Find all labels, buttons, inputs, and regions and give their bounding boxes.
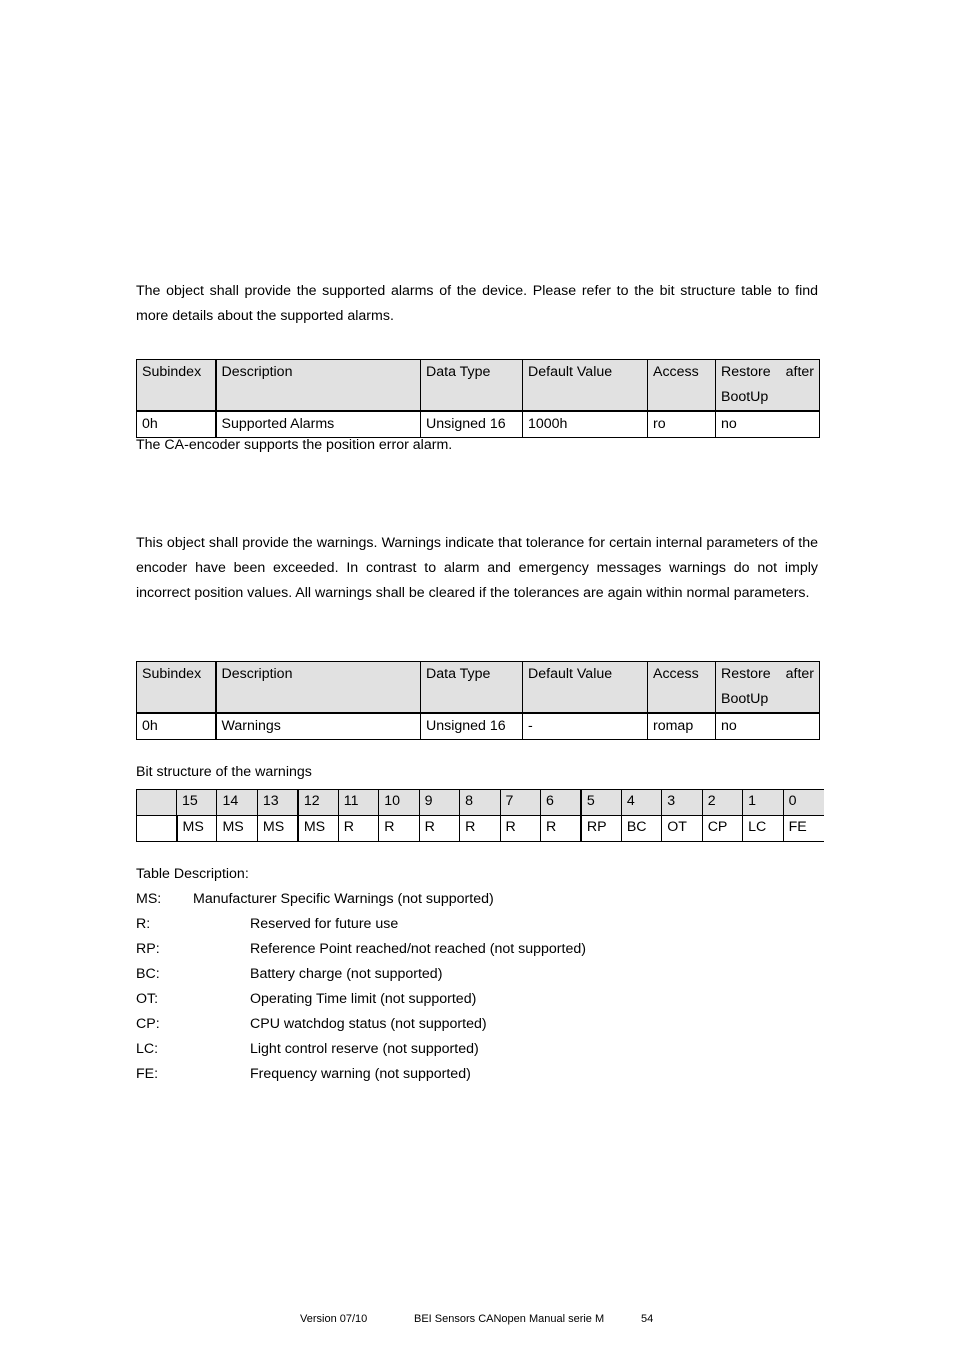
bit-number: 2 <box>702 790 742 816</box>
bit-code: FE <box>783 816 823 842</box>
legend-text: Reference Point reached/not reached (not supported) <box>250 941 586 957</box>
legend-code: MS: <box>136 891 162 907</box>
legend-text: Frequency warning (not supported) <box>250 1066 471 1082</box>
bit-number: 15 <box>177 790 217 816</box>
table-description-title: Table Description: <box>136 866 249 882</box>
cell-subindex: 0h <box>137 713 216 740</box>
bit-code: BC <box>621 816 661 842</box>
bit-code: MS <box>298 816 338 842</box>
supported-alarms-note: The CA-encoder supports the position error alarm. <box>136 437 453 453</box>
bit-number: 5 <box>581 790 621 816</box>
supported-alarms-table <box>136 359 820 438</box>
header-description: Description <box>216 360 421 412</box>
cell-data-type: Unsigned 16 <box>421 411 523 438</box>
bit-code: R <box>338 816 378 842</box>
bit-number: 10 <box>379 790 419 816</box>
legend-code: R: <box>136 916 151 932</box>
bit-number: 12 <box>298 790 338 816</box>
list-item <box>136 1062 471 1087</box>
bit-code: MS <box>177 816 217 842</box>
table-header-row <box>137 360 820 412</box>
cell-subindex: 0h <box>137 411 216 438</box>
bit-code: R <box>540 816 580 842</box>
bit-code: MS <box>217 816 257 842</box>
header-default-value: Default Value <box>523 662 648 714</box>
footer-manual-title: BEI Sensors CANopen Manual serie M <box>414 1313 605 1325</box>
bit-number: 13 <box>257 790 297 816</box>
warnings-table <box>136 661 820 740</box>
bit-code: RP <box>581 816 621 842</box>
footer-version: Version 07/10 <box>300 1313 368 1325</box>
list-item <box>136 987 477 1012</box>
legend-code: LC: <box>136 1041 159 1057</box>
legend-text: Manufacturer Specific Warnings (not supported) <box>193 891 494 907</box>
restore-header-line1: Restore after <box>721 666 814 682</box>
header-subindex: Subindex <box>137 360 216 412</box>
restore-header-line1: Restore after <box>721 364 814 380</box>
warnings-description: This object shall provide the warnings. Warnings indicate that tolerance for certain internal parameters of the encoder have been exceeded. In contrast to alarm and emergency messages warnings do not imply incorrect position values. All warnings shall be cleared if the tolerances are again within normal parameters. <box>136 535 818 601</box>
bit-structure-table <box>136 789 824 842</box>
header-default-value: Default Value <box>523 360 648 412</box>
header-access: Access <box>648 662 716 714</box>
bit-number: 0 <box>783 790 823 816</box>
table-row <box>137 713 820 740</box>
legend-code: RP: <box>136 941 160 957</box>
header-data-type: Data Type <box>421 360 523 412</box>
supported-alarms-description: The object shall provide the supported alarms of the device. Please refer to the bit structure table to find more details about the supported alarms. <box>136 283 818 324</box>
header-restore <box>716 662 820 714</box>
bit-code: OT <box>662 816 702 842</box>
bit-code: R <box>379 816 419 842</box>
bit-number: 4 <box>621 790 661 816</box>
table-row <box>137 411 820 438</box>
bit-number: 7 <box>500 790 540 816</box>
legend-code: OT: <box>136 991 159 1007</box>
legend-text: Reserved for future use <box>250 916 399 932</box>
bit-code: CP <box>702 816 742 842</box>
cell-access: romap <box>648 713 716 740</box>
legend-text: CPU watchdog status (not supported) <box>250 1016 487 1032</box>
bit-code: R <box>460 816 500 842</box>
bit-number: 9 <box>419 790 459 816</box>
bit-code: MS <box>257 816 297 842</box>
header-access: Access <box>648 360 716 412</box>
list-item <box>136 1037 479 1062</box>
bit-structure-caption: Bit structure of the warnings <box>136 764 312 780</box>
footer-page-number: 54 <box>641 1313 654 1325</box>
bit-code: LC <box>743 816 783 842</box>
bit-row-label <box>137 790 177 816</box>
list-item <box>136 937 586 962</box>
header-data-type: Data Type <box>421 662 523 714</box>
legend-code: CP: <box>136 1016 160 1032</box>
bit-code-row <box>137 816 824 842</box>
bit-number: 3 <box>662 790 702 816</box>
legend-text: Light control reserve (not supported) <box>250 1041 479 1057</box>
cell-default-value: 1000h <box>523 411 648 438</box>
legend-text: Battery charge (not supported) <box>250 966 443 982</box>
bit-number: 8 <box>460 790 500 816</box>
cell-restore: no <box>716 411 820 438</box>
bit-number: 6 <box>540 790 580 816</box>
bit-code: R <box>419 816 459 842</box>
table-description <box>136 862 586 1087</box>
cell-description: Warnings <box>216 713 421 740</box>
restore-header-line2: BootUp <box>721 691 769 707</box>
bit-code: R <box>500 816 540 842</box>
legend-text: Operating Time limit (not supported) <box>250 991 477 1007</box>
bit-number: 11 <box>338 790 378 816</box>
cell-restore: no <box>716 713 820 740</box>
list-item <box>136 962 443 987</box>
cell-default-value: - <box>523 713 648 740</box>
header-description: Description <box>216 662 421 714</box>
bit-number: 14 <box>217 790 257 816</box>
list-item <box>136 887 494 912</box>
cell-access: ro <box>648 411 716 438</box>
legend-code: FE: <box>136 1066 159 1082</box>
bit-number: 1 <box>743 790 783 816</box>
legend-code: BC: <box>136 966 160 982</box>
header-subindex: Subindex <box>137 662 216 714</box>
bit-row-label <box>137 816 177 842</box>
restore-header-line2: BootUp <box>721 389 769 405</box>
bit-number-row <box>137 790 824 816</box>
header-restore <box>716 360 820 412</box>
list-item <box>136 1012 487 1037</box>
list-item <box>136 912 399 937</box>
cell-data-type: Unsigned 16 <box>421 713 523 740</box>
cell-description: Supported Alarms <box>216 411 421 438</box>
table-header-row <box>137 662 820 714</box>
